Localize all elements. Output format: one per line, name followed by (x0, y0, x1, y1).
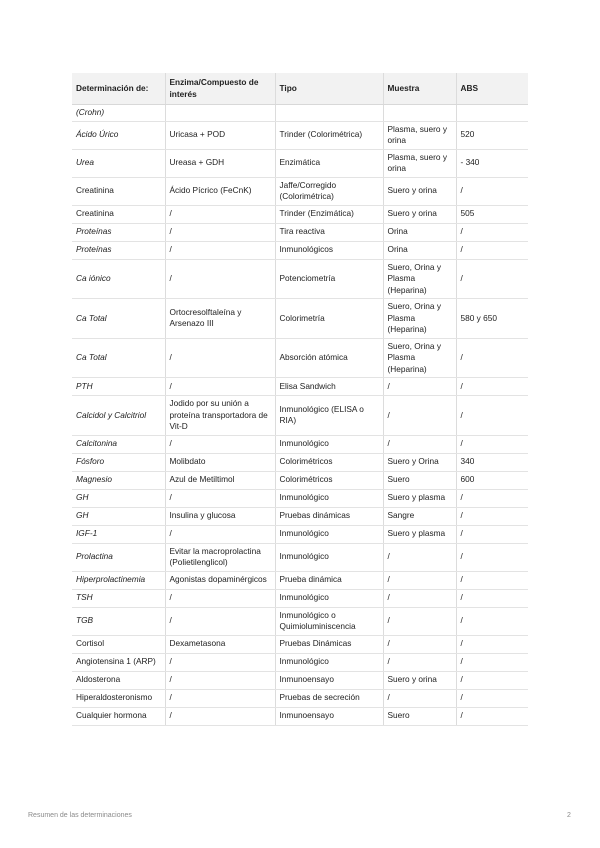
table-row (72, 707, 528, 725)
cell-enzima: / (165, 707, 275, 725)
cell-muestra: Sangre (383, 507, 456, 525)
cell-determinacion: Prolactina (72, 543, 165, 571)
table-row (72, 105, 528, 122)
cell-muestra: / (383, 396, 456, 436)
cell-enzima: Ureasa + GDH (165, 149, 275, 177)
cell-tipo: Inmunológico (275, 525, 383, 543)
cell-muestra: Suero y orina (383, 177, 456, 205)
cell-abs: 600 (456, 471, 528, 489)
cell-muestra: Suero y orina (383, 205, 456, 223)
table-row (72, 489, 528, 507)
cell-tipo: Absorción atómica (275, 338, 383, 378)
cell-tipo: Trinder (Enzimática) (275, 205, 383, 223)
cell-determinacion: Hiperprolactinemia (72, 571, 165, 589)
cell-enzima: / (165, 259, 275, 299)
cell-determinacion: IGF-1 (72, 525, 165, 543)
cell-abs: / (456, 338, 528, 378)
cell-enzima: Ortocresolftaleína y Arsenazo III (165, 299, 275, 339)
cell-enzima: / (165, 241, 275, 259)
cell-determinacion: TGB (72, 607, 165, 635)
cell-enzima: / (165, 378, 275, 396)
table-row (72, 607, 528, 635)
cell-tipo: Inmunológico (275, 653, 383, 671)
table-row (72, 525, 528, 543)
cell-enzima: / (165, 671, 275, 689)
cell-enzima: / (165, 205, 275, 223)
cell-muestra: Suero (383, 707, 456, 725)
cell-abs: 580 y 650 (456, 299, 528, 339)
cell-enzima: Insulina y glucosa (165, 507, 275, 525)
header-enzima: Enzima/Compuesto de interés (165, 73, 275, 105)
cell-tipo (275, 105, 383, 122)
cell-tipo: Elisa Sandwich (275, 378, 383, 396)
cell-abs: / (456, 241, 528, 259)
table-body (72, 105, 528, 726)
cell-muestra: / (383, 689, 456, 707)
cell-abs: / (456, 635, 528, 653)
cell-muestra: Plasma, suero y orina (383, 121, 456, 149)
cell-muestra: / (383, 435, 456, 453)
cell-abs: 340 (456, 453, 528, 471)
cell-tipo: Colorimétricos (275, 471, 383, 489)
cell-determinacion: Ca iónico (72, 259, 165, 299)
cell-tipo: Inmunológico (275, 435, 383, 453)
cell-abs: / (456, 653, 528, 671)
cell-determinacion: Aldosterona (72, 671, 165, 689)
cell-tipo: Enzimática (275, 149, 383, 177)
cell-determinacion: Calcidol y Calcitriol (72, 396, 165, 436)
cell-muestra: Orina (383, 241, 456, 259)
cell-determinacion: Ca Total (72, 338, 165, 378)
table-row (72, 453, 528, 471)
cell-enzima: Uricasa + POD (165, 121, 275, 149)
cell-muestra (383, 105, 456, 122)
cell-enzima: / (165, 223, 275, 241)
cell-muestra: Orina (383, 223, 456, 241)
cell-enzima: Agonistas dopaminérgicos (165, 571, 275, 589)
header-abs: ABS (456, 73, 528, 105)
cell-muestra: Plasma, suero y orina (383, 149, 456, 177)
cell-muestra: Suero, Orina y Plasma (Heparina) (383, 259, 456, 299)
cell-muestra: / (383, 653, 456, 671)
cell-muestra: Suero, Orina y Plasma (Heparina) (383, 338, 456, 378)
cell-abs: / (456, 543, 528, 571)
cell-tipo: Trinder (Colorimétrica) (275, 121, 383, 149)
table-row (72, 507, 528, 525)
cell-tipo: Inmunoensayo (275, 707, 383, 725)
table-row (72, 589, 528, 607)
table-row (72, 635, 528, 653)
cell-abs: / (456, 378, 528, 396)
table-row (72, 121, 528, 149)
cell-tipo: Potenciometría (275, 259, 383, 299)
table-row (72, 471, 528, 489)
cell-tipo: Tira reactiva (275, 223, 383, 241)
cell-enzima: / (165, 607, 275, 635)
cell-muestra: / (383, 607, 456, 635)
table-row (72, 149, 528, 177)
cell-determinacion: TSH (72, 589, 165, 607)
header-determinacion: Determinación de: (72, 73, 165, 105)
cell-muestra: Suero y orina (383, 671, 456, 689)
table-row (72, 543, 528, 571)
cell-abs: / (456, 525, 528, 543)
table-header-row (72, 73, 528, 105)
cell-muestra: / (383, 571, 456, 589)
cell-muestra: / (383, 543, 456, 571)
cell-determinacion: Cortisol (72, 635, 165, 653)
cell-tipo: Inmunológico (275, 589, 383, 607)
cell-abs (456, 105, 528, 122)
page-number: 2 (567, 812, 571, 819)
cell-tipo: Jaffe/Corregido (Colorimétrica) (275, 177, 383, 205)
determinations-table (72, 73, 528, 726)
cell-tipo: Inmunológico (ELISA o RIA) (275, 396, 383, 436)
cell-tipo: Inmunoensayo (275, 671, 383, 689)
cell-determinacion: GH (72, 507, 165, 525)
cell-determinacion: Calcitonina (72, 435, 165, 453)
cell-abs: / (456, 507, 528, 525)
cell-abs: / (456, 223, 528, 241)
table-row (72, 259, 528, 299)
cell-tipo: Inmunológico (275, 489, 383, 507)
cell-abs: / (456, 571, 528, 589)
table-row (72, 177, 528, 205)
cell-enzima: / (165, 525, 275, 543)
cell-abs: / (456, 259, 528, 299)
cell-enzima: Evitar la macroprolactina (Polietilenglicol) (165, 543, 275, 571)
cell-enzima: Azul de Metiltimol (165, 471, 275, 489)
cell-muestra: Suero y plasma (383, 489, 456, 507)
cell-abs: / (456, 589, 528, 607)
cell-tipo: Pruebas de secreción (275, 689, 383, 707)
cell-abs: / (456, 435, 528, 453)
cell-enzima: Molibdato (165, 453, 275, 471)
table-row (72, 689, 528, 707)
cell-muestra: / (383, 589, 456, 607)
cell-enzima: Jodido por su unión a proteína transportadora de Vit-D (165, 396, 275, 436)
cell-abs: 505 (456, 205, 528, 223)
cell-enzima: / (165, 435, 275, 453)
cell-muestra: Suero y Orina (383, 453, 456, 471)
cell-muestra: Suero y plasma (383, 525, 456, 543)
footer-title: Resumen de las determinaciones (28, 812, 132, 819)
cell-determinacion: Ácido Úrico (72, 121, 165, 149)
table-row (72, 378, 528, 396)
cell-tipo: Pruebas dinámicas (275, 507, 383, 525)
cell-determinacion: Proteínas (72, 223, 165, 241)
cell-tipo: Inmunológico (275, 543, 383, 571)
cell-determinacion: Urea (72, 149, 165, 177)
table-row (72, 571, 528, 589)
cell-enzima: / (165, 489, 275, 507)
cell-abs: / (456, 489, 528, 507)
cell-abs: / (456, 396, 528, 436)
cell-enzima: / (165, 653, 275, 671)
cell-enzima (165, 105, 275, 122)
cell-determinacion: Hiperaldosteronismo (72, 689, 165, 707)
table-row (72, 338, 528, 378)
table-row (72, 671, 528, 689)
header-muestra: Muestra (383, 73, 456, 105)
cell-abs: / (456, 689, 528, 707)
cell-muestra: Suero (383, 471, 456, 489)
cell-determinacion: Proteínas (72, 241, 165, 259)
cell-determinacion: PTH (72, 378, 165, 396)
cell-tipo: Inmunológico o Quimioluminiscencia (275, 607, 383, 635)
cell-tipo: Colorimetría (275, 299, 383, 339)
cell-abs: / (456, 177, 528, 205)
cell-determinacion: Cualquier hormona (72, 707, 165, 725)
cell-tipo: Prueba dinámica (275, 571, 383, 589)
cell-determinacion: Magnesio (72, 471, 165, 489)
table-row (72, 435, 528, 453)
table-row (72, 299, 528, 339)
cell-abs: / (456, 671, 528, 689)
cell-abs: 520 (456, 121, 528, 149)
cell-muestra: / (383, 635, 456, 653)
cell-abs: / (456, 707, 528, 725)
cell-determinacion: (Crohn) (72, 105, 165, 122)
cell-muestra: / (383, 378, 456, 396)
cell-abs: - 340 (456, 149, 528, 177)
cell-tipo: Inmunológicos (275, 241, 383, 259)
cell-tipo: Pruebas Dinámicas (275, 635, 383, 653)
table-row (72, 241, 528, 259)
cell-enzima: Ácido Pícrico (FeCnK) (165, 177, 275, 205)
table-row (72, 396, 528, 436)
cell-determinacion: Creatinina (72, 177, 165, 205)
cell-enzima: Dexametasona (165, 635, 275, 653)
cell-enzima: / (165, 338, 275, 378)
table-row (72, 223, 528, 241)
cell-determinacion: Ca Total (72, 299, 165, 339)
cell-determinacion: GH (72, 489, 165, 507)
table-row (72, 653, 528, 671)
cell-determinacion: Fósforo (72, 453, 165, 471)
cell-determinacion: Creatinina (72, 205, 165, 223)
cell-determinacion: Angiotensina 1 (ARP) (72, 653, 165, 671)
table-row (72, 205, 528, 223)
cell-enzima: / (165, 589, 275, 607)
cell-tipo: Colorimétricos (275, 453, 383, 471)
header-tipo: Tipo (275, 73, 383, 105)
cell-muestra: Suero, Orina y Plasma (Heparina) (383, 299, 456, 339)
cell-abs: / (456, 607, 528, 635)
cell-enzima: / (165, 689, 275, 707)
